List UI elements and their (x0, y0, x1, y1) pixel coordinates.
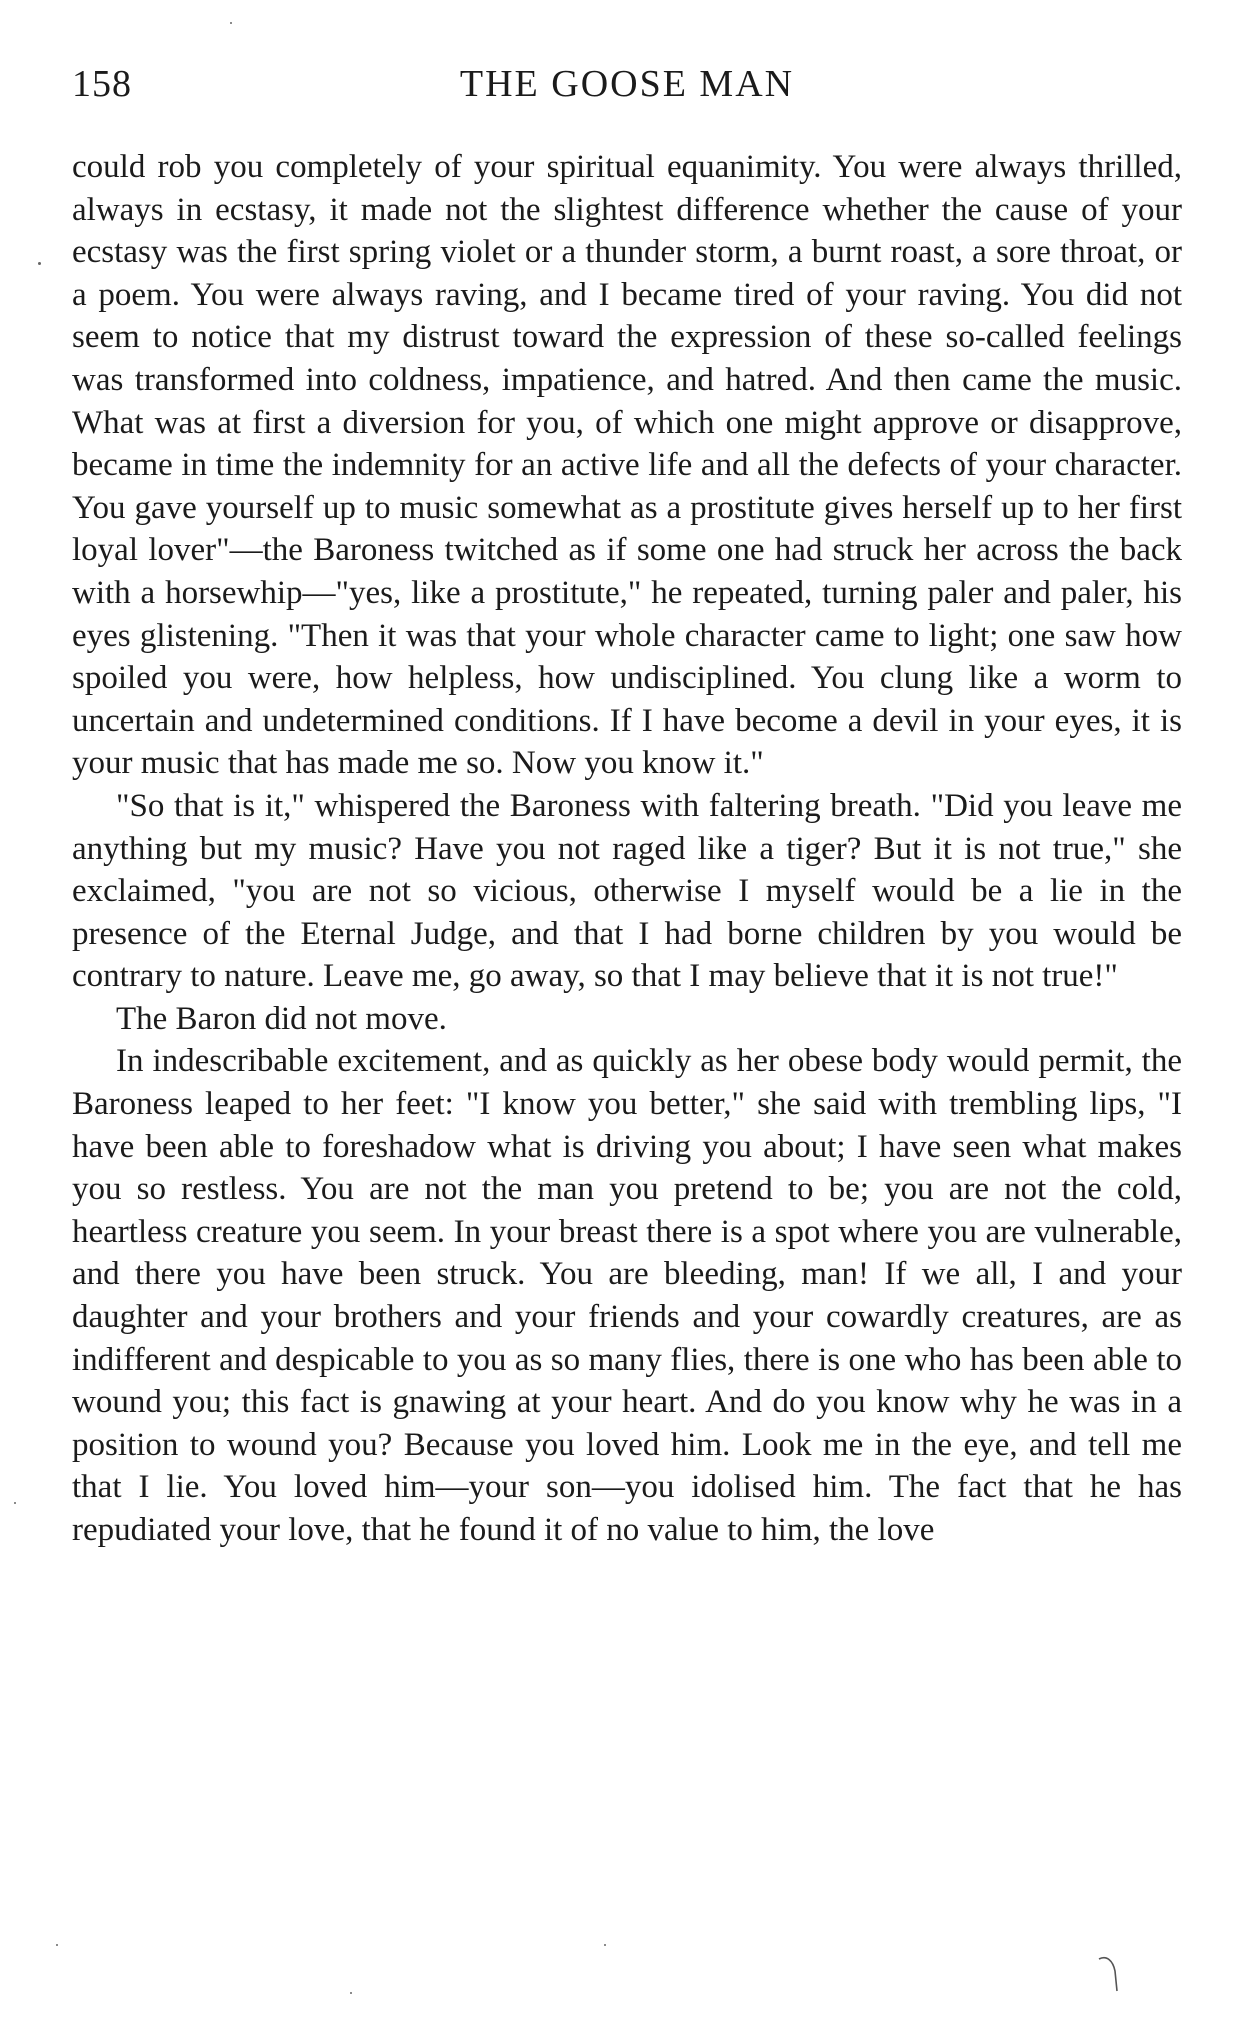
page-header (72, 62, 1182, 114)
paragraph: In indescribable excitement, and as quickly as her obese body would permit, the Baroness leaped to her feet: "I know you better," she said with trembling lips, "I have been able to foreshadow what is driving you about; I have seen what makes you so restless. You are not the man you pretend to be; you are not the cold, heartless creature you seem. In your breast there is a spot where you are vulnerable, and there you have been struck. You are bleeding, man! If we all, I and your daughter and your brothers and your friends and your cowardly creatures, are as indifferent and despicable to you as so many flies, there is one who has been able to wound you; this fact is gnawing at your heart. And do you know why he was in a position to wound you? Because you loved him. Look me in the eye, and tell me that I lie. You loved him—your son—you idolised him. The fact that he has repudiated your love, that he found it of no value to him, the love (72, 1043, 1182, 1548)
scan-speck (230, 22, 232, 24)
scan-speck (38, 262, 41, 265)
paragraph: "So that is it," whispered the Baroness with faltering breath. "Did you leave me anything but my music? Have you not raged like a tiger? But it is not true," she exclaimed, "you are not so vicious, otherwise I myself would be a lie in the presence of the Eternal Judge, and that I had borne children by you would be contrary to nature. Leave me, go away, so that I may believe that it is not true!" (72, 787, 1182, 995)
scan-speck (604, 1944, 606, 1946)
page-number: 158 (72, 63, 132, 105)
scan-speck (14, 1502, 16, 1504)
scan-mark (1097, 1953, 1121, 1993)
paragraph-continued: could rob you completely of your spiritual equanimity. You were always thrilled, always in ecstasy, it made not the slightest difference whether the cause of your ecstasy was the first spring violet or a thunder storm, a burnt roast, a sore throat, or a poem. You were always raving, and I became tired of your raving. You did not seem to notice that my distrust toward the expression of these so-called feelings was transformed into coldness, impatience, and hatred. And then came the music. What was at first a diversion for you, of which one might approve or disapprove, became in time the indemnity for an active life and all the defects of your character. You gave yourself up to music somewhat as a prostitute gives herself up to her first loyal lover"—the Baroness twitched as if some one had struck her across the back with a horsewhip—"yes, like a prostitute," he repeated, turning paler and paler, his eyes glistening. "Then it was that your whole character came to light; one saw how spoiled you were, how helpless, how undisciplined. You clung like a worm to uncertain and undetermined conditions. If I have become a devil in your eyes, it is your music that has made me so. Now you know it." (72, 149, 1182, 782)
running-title: THE GOOSE MAN (459, 63, 795, 105)
scan-speck (350, 1992, 352, 1994)
body-text (72, 146, 1182, 1552)
scan-speck (56, 1944, 58, 1946)
paragraph: The Baron did not move. (116, 1000, 447, 1037)
